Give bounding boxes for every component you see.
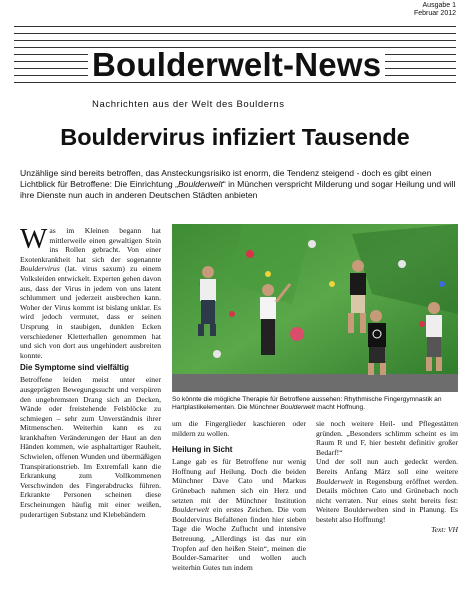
symptoms-text: Betroffene leiden meist unter einer ausgeprägten Bewegungssucht und verspüren den ungebremsten Drang sich an Decken, Wände oder freistehende Felsblöcke zu schmiegen – sehr zum Unverständnis ihrer Mitmenschen. Weiterhin kann es zu krankhaften Veränderungen der Haut an den Händen kommen, wie asphaltartiger Rauheit, Schwielen, offenen Wunden und übermäßigen Transpirationstrieb. Im Extremfall kann die Erkrankung zum Vollkommenen Verschwinden des Fingerabdrucks führen. Erkrankte Personen scheinen diese Erscheinungen häufig mit einer weißen, puderartigen Substanz und Klebebändern (20, 375, 161, 519)
masthead-title: Boulderwelt-News (88, 48, 385, 82)
column-2-intro: um die Fingerglieder kaschieren oder mildern zu wollen. (172, 419, 306, 438)
masthead-tagline: Nachrichten aus der Welt des Boulderns (92, 99, 285, 110)
article-headline: Bouldervirus infiziert Tausende (60, 124, 410, 150)
climbing-photo (172, 224, 458, 392)
issue-info (414, 2, 456, 18)
article-lead: Unzählige sind bereits betroffen, das Ansteckungsrisiko ist enorm, die Tendenz steigend - doch es gibt einen Lichtblick für Betroffene: Die Einrichtung „Boulderwelt“ in München verspricht Milderung und sogar Heilung und will ihre Dienste nun auch in anderen Deutschen Städten anbieten (20, 168, 456, 201)
section-heading-healing: Heilung in Sicht (172, 445, 233, 455)
article-column-3: sie noch weitere Heil- und Pflegestätten gründen. „Besonders schlimm scheint es im Raum R und F, hier besteht definitiv großer Bedarf!“ Und der soll nun auch gedeckt werden. Bereits Anfang März soll eine weitere Boulderwelt in Regensburg eröffnet werden. Details möchten Cato und Grünebach noch nicht verraten. Nur eines steht bereits fest: Weitere Boulderwelten sind in Planung. Es besteht also Hoffnung! Text: VH (316, 419, 458, 534)
section-heading-symptoms: Die Symptome sind vielfältig (20, 363, 129, 373)
issue-date: Februar 2012 (413, 10, 456, 17)
drop-cap: W (20, 223, 48, 255)
lead-italic: Boulderwelt (177, 179, 223, 190)
photo-caption: So könnte die mögliche Therapie für Betroffene aussehen: Rhythmische Fingergymnastik an Hartplastikelementen. Die Münchner Boulderwelt macht Hoffnung. (172, 396, 442, 412)
article-column-1: Was im Kleinen begann hat mittlerweile einen gewaltigen Stein ins Rollen gebracht. Von einer Exotenkrankheit hat sich der sogenannte Bouldervirus (lat. virus saxum) zu einem Volksleiden entwickelt. Experten gehen davon aus, dass der Virus in jedem von uns latent schlummert und jederzeit ausbrechen kann. Woher der Virus kommt ist bislang unklar. Es wird jedoch vermutet, dass er seinen Ursprung in staubigen, dunklen Ecken verschiedener Kletterhallen genommen hat und sich von dort aus ungehindert ausbreiten konnte. Die Symptome sind vielfältig Betroffene leiden meist unter einer ausgeprägten Bewegungssucht und verspüren den ungebremsten Drang sich an Decken, Wände oder freistehende Felsblöcke zu schmiegen – sehr zum Unverständnis ihrer Mitmenschen. Weiterhin kann es zu krankhaften Veränderungen der Haut an den Händen kommen, wie asphaltartiger Rauheit, Schwielen, offenen Wunden und übermäßigen Transpirationstrieb. Im Extremfall kann die Erkrankung zum Vollkommenen Verschwinden des Fingerabdrucks führen. Erkrankte Personen scheinen diese Erscheinungen häufig mit einer weißen, puderartigen Substanz und Klebebändern (20, 223, 161, 519)
issue-number: Ausgabe 1 (422, 2, 456, 9)
article-column-2: um die Fingerglieder kaschieren oder mildern zu wollen. Heilung in Sicht Lange gab es für Betroffene nur wenig Hoffnung auf Heilung. Doch die beiden Münchner Dave Cato und Markus Grünebach nahmen sich ein Herz und setzten mit der Münchner Institution Boulderwelt ein erstes Zeichen. Die vom Bouldervirus Befallenen finden hier sieben Tage die Woche Zuflucht und intensive Betreuung. „Allerdings ist das nur ein Tropfen auf den heißen Stein“, meinen die Boulder-Samariter und wollen auch weiterhin Gutes tun indem (172, 419, 306, 572)
column-3-p1: sie noch weitere Heil- und Pflegestätten gründen. „Besonders schlimm scheint es im Raum R und F, hier besteht definitiv großer Bedarf!“ (316, 419, 458, 457)
author-credit: Text: VH (431, 524, 458, 534)
